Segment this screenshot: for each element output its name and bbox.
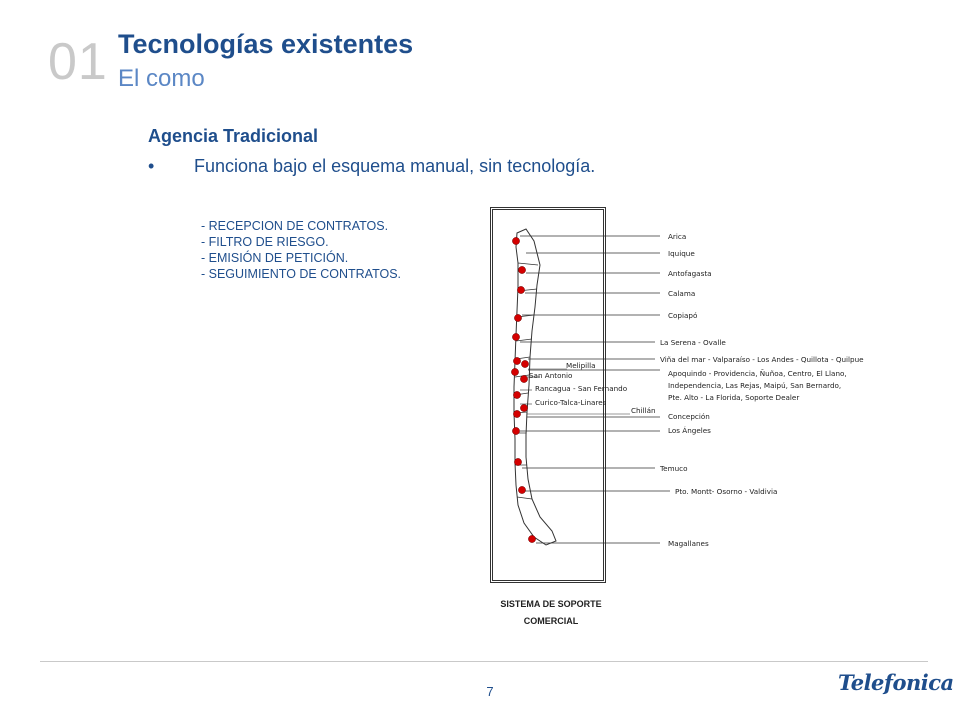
- label-antofagasta: Antofagasta: [668, 269, 712, 278]
- map-marker-icon: [520, 375, 527, 382]
- slide-subtitle: El como: [118, 65, 205, 92]
- label-apoquindo-cont2: Pte. Alto - La Florida, Soporte Dealer: [668, 393, 800, 402]
- map-marker-icon: [513, 357, 520, 364]
- slide-title: Tecnologías existentes: [118, 29, 414, 59]
- map-marker-icon: [514, 458, 521, 465]
- content-heading: Agencia Tradicional: [148, 126, 319, 146]
- bullet-icon: •: [148, 156, 155, 176]
- chile-map: [490, 207, 910, 567]
- label-curico: Curico-Talca-Linares: [535, 398, 607, 407]
- label-magallanes: Magallanes: [668, 539, 709, 548]
- label-rancagua: Rancagua - San Fernando: [535, 384, 628, 393]
- map-marker-icon: [512, 427, 519, 434]
- map-caption: [490, 596, 612, 630]
- page-number: 7: [486, 684, 494, 699]
- label-iquique: Iquique: [668, 249, 695, 258]
- label-apoquindo: Apoquindo - Providencia, Ñuñoa, Centro, El Llano,: [668, 369, 847, 378]
- map-marker-icon: [513, 410, 520, 417]
- label-los-angeles: Los Ángeles: [668, 426, 711, 435]
- process-step: - RECEPCION DE CONTRATOS.: [201, 219, 389, 233]
- section-number: 01: [48, 33, 108, 91]
- label-vina-del-mar: Viña del mar - Valparaíso - Los Andes - Quillota - Quilpue: [660, 355, 864, 364]
- map-marker-icon: [520, 404, 527, 411]
- map-marker-icon: [518, 486, 525, 493]
- footer-divider: [40, 661, 928, 662]
- process-steps-list: [201, 218, 401, 282]
- map-marker-icon: [528, 535, 535, 542]
- map-marker-icon: [521, 360, 528, 367]
- label-temuco: Temuco: [660, 464, 688, 473]
- map-marker-icon: [517, 286, 524, 293]
- map-caption-line: SISTEMA DE SOPORTE: [500, 599, 602, 609]
- label-arica: Arica: [668, 232, 687, 241]
- label-san-antonio: San Antonio: [529, 371, 573, 380]
- label-apoquindo-cont: Independencia, Las Rejas, Maipú, San Bernardo,: [668, 381, 842, 390]
- map-marker-icon: [518, 266, 525, 273]
- label-la-serena: La Serena - Ovalle: [660, 338, 726, 347]
- map-marker-icon: [513, 391, 520, 398]
- bullet-item: [148, 156, 595, 177]
- process-step: - EMISIÓN DE PETICIÓN.: [201, 251, 349, 265]
- label-melipilla: Melipilla: [566, 361, 596, 370]
- label-chillan: Chillán: [631, 406, 656, 415]
- map-marker-icon: [512, 333, 519, 340]
- process-step: - SEGUIMIENTO DE CONTRATOS.: [201, 267, 402, 281]
- map-caption-line: COMERCIAL: [523, 616, 579, 626]
- bullet-text: Funciona bajo el esquema manual, sin tecnología.: [194, 156, 596, 176]
- map-marker-icon: [511, 368, 518, 375]
- process-step: - FILTRO DE RIESGO.: [201, 235, 329, 249]
- map-marker-icon: [514, 314, 521, 321]
- label-copiapo: Copiapó: [668, 311, 698, 320]
- telefonica-logo-icon: Telefonica: [838, 670, 954, 695]
- label-calama: Calama: [668, 289, 696, 298]
- label-concepcion: Concepción: [668, 412, 710, 421]
- label-puerto-montt: Pto. Montt- Osorno - Valdivia: [675, 487, 778, 496]
- map-marker-icon: [512, 237, 519, 244]
